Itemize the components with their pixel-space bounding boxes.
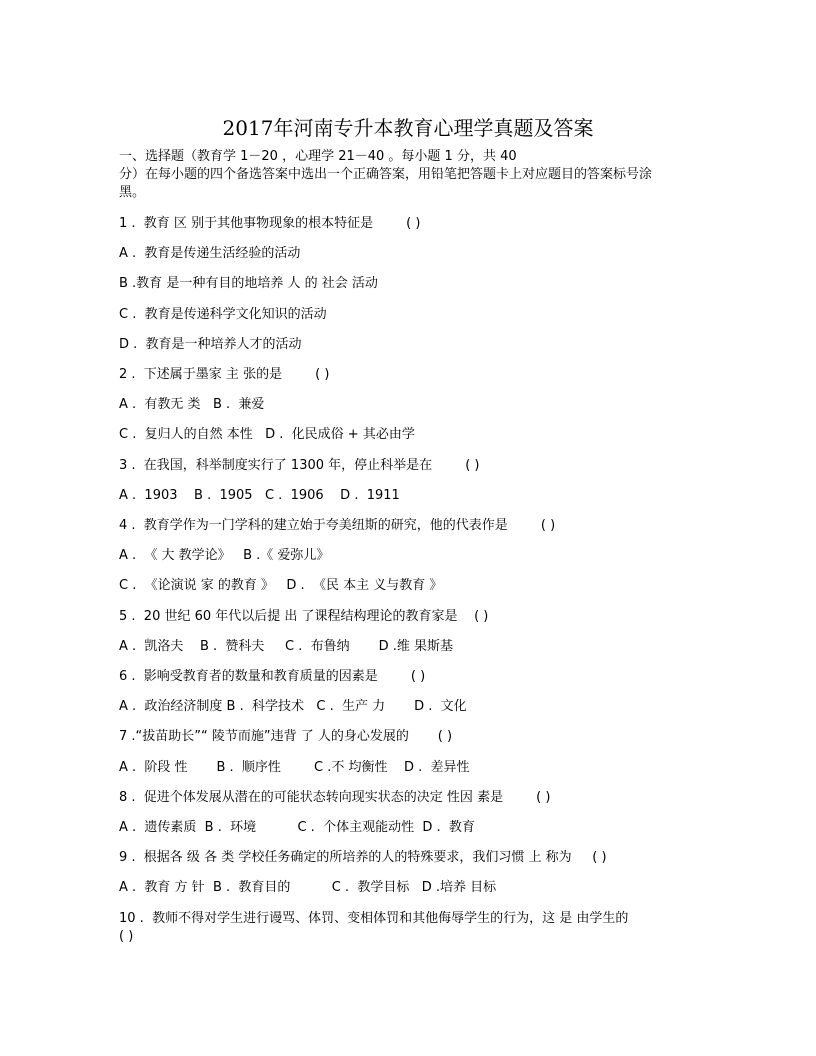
answer-options: B .教育 是一种有目的地培养 人 的 社会 活动 <box>119 276 378 292</box>
instructions-line: 分）在每小题的四个备选答案中选出一个正确答案，用铅笔把答题卡上对应题目的答案标号涂 <box>119 167 653 182</box>
instructions-line: 一、选择题（教育学 1－20 ，心理学 21－40 。每小题 1 分，共 40 <box>119 149 517 164</box>
answer-options: A . 1903 B . 1905 C . 1906 D . 1911 <box>119 487 400 503</box>
answer-options: C . 复归人的自然 本性 D . 化民成俗 + 其必由学 <box>119 427 415 443</box>
answer-options: A . 教育 方 针 B . 教育目的 C . 教学目标 D .培养 目标 <box>119 880 497 896</box>
question-text: 2 . 下述属于墨家 主 张的是 ( ) <box>119 367 330 382</box>
question-text: 8 . 促进个体发展从潜在的可能状态转向现实状态的决定 性因 素是 ( ) <box>119 789 551 805</box>
question-text: 5 . 20 世纪 60 年代以后提 出 了课程结构理论的教育家是 ( ) <box>119 608 489 624</box>
answer-options: A . 有教无 类 B . 兼爱 <box>119 397 265 413</box>
question-text: 7 .“拔苗助长”“ 陵节而施”违背 了 人的身心发展的 ( ) <box>119 729 453 745</box>
question-text: 6 . 影响受教育者的数量和教育质量的因素是 ( ) <box>119 669 426 684</box>
document-title: 2017年河南专升本教育心理学真题及答案 <box>222 116 594 140</box>
answer-options: A . 凯洛夫 B . 赞科夫 C . 布鲁纳 D .维 果斯基 <box>119 638 454 654</box>
question-text: 10 . 教师不得对学生进行谩骂、体罚、变相体罚和其他侮辱学生的行为，这 是 由学生的 ( ) <box>119 910 629 944</box>
answer-options: D . 教育是一种培养人才的活动 <box>119 336 302 352</box>
question-text: 9 . 根据各 级 各 类 学校任务确定的所培养的人的特殊要求，我们习惯 上 称为 ( ) <box>119 850 607 866</box>
answer-options: A . 阶段 性 B . 顺序性 C .不 均衡性 D . 差异性 <box>119 759 470 775</box>
question-text: 3 . 在我国，科举制度实行了 1300 年，停止科举是在 ( ) <box>119 457 480 473</box>
answer-options: A . 政治经济制度 B . 科学技术 C . 生产 力 D . 文化 <box>119 699 467 715</box>
instructions-line: 黑。 <box>119 185 146 200</box>
answer-options: A . 教育是传递生活经验的活动 <box>119 246 301 262</box>
question-text: 1 . 教育 区 别于其他事物现象的根本特征是 ( ) <box>119 216 421 231</box>
answer-options: A . 《 大 教学论》 B .《 爱弥儿》 <box>119 548 330 564</box>
question-text: 4 . 教育学作为一门学科的建立始于夸美纽斯的研究，他的代表作是 ( ) <box>119 518 556 533</box>
answer-options: C . 教育是传递科学文化知识的活动 <box>119 306 327 322</box>
answer-options: C . 《论演说 家 的教育 》 D . 《民 本主 义与教育 》 <box>119 578 443 594</box>
answer-options: A . 遗传素质 B . 环境 C . 个体主观能动性 D . 教育 <box>119 820 475 835</box>
section-instructions <box>119 148 709 202</box>
